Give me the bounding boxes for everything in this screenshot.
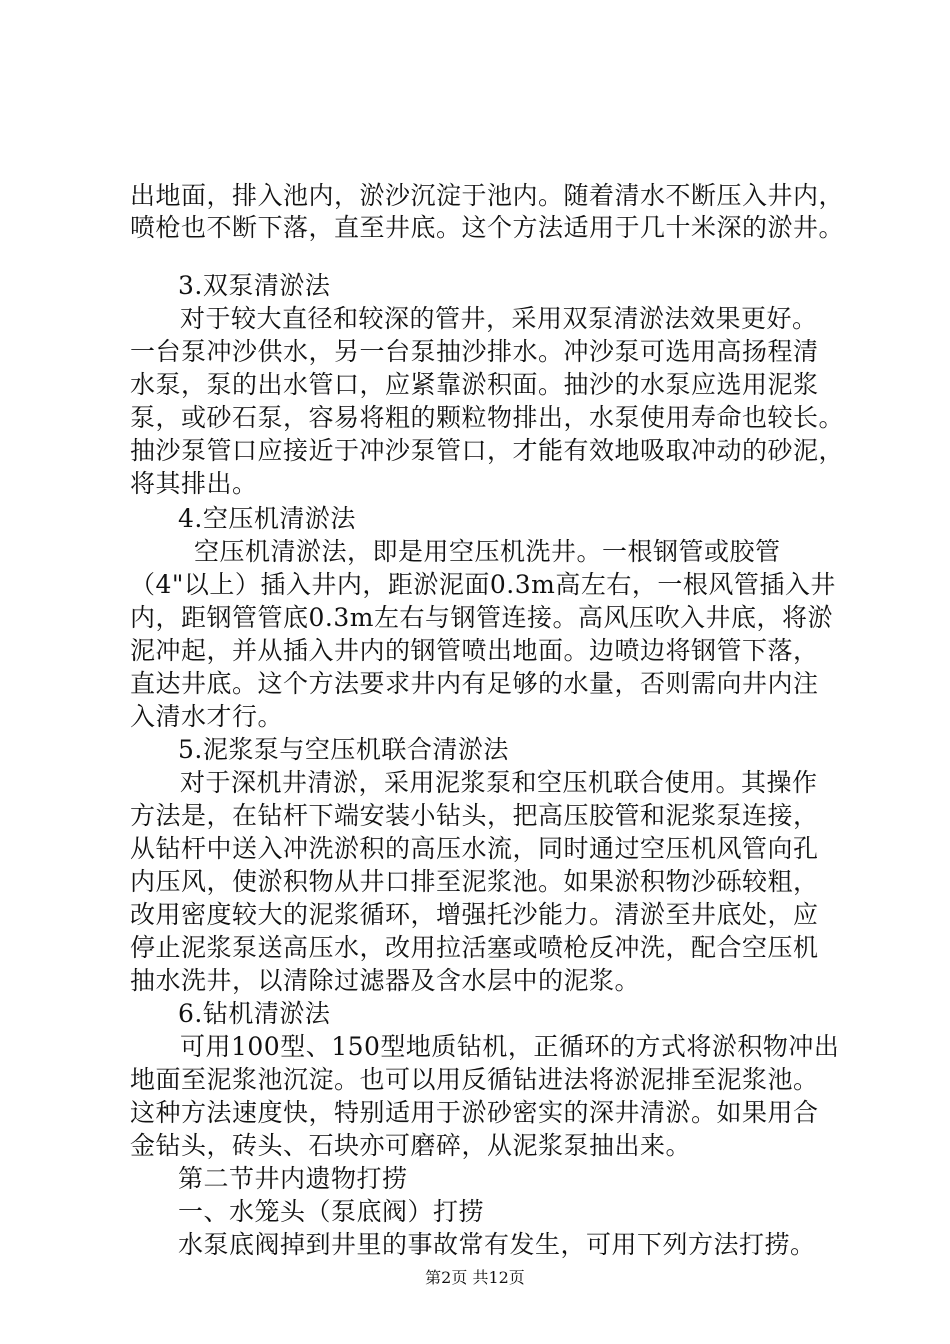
section-heading: 5.泥浆泵与空压机联合清淤法 — [178, 735, 509, 764]
paragraph-line: 水泵，泵的出水管口，应紧靠淤积面。抽沙的水泵应选用泥浆 — [130, 370, 819, 399]
paragraph-line: 抽沙泵管口应接近于冲沙泵管口，才能有效地吸取冲动的砂泥， — [130, 436, 845, 465]
section-heading: 4.空压机清淤法 — [178, 504, 356, 533]
paragraph-line: 对于较大直径和较深的管井，采用双泵清淤法效果更好。 — [180, 304, 818, 333]
paragraph-line: 一台泵冲沙供水，另一台泵抽沙排水。冲沙泵可选用高扬程清 — [130, 337, 819, 366]
paragraph-line: 出地面，排入池内，淤沙沉淀于池内。随着清水不断压入井内， — [130, 181, 845, 210]
section-heading: 3.双泵清淤法 — [178, 271, 331, 300]
paragraph-line: 入清水才行。 — [130, 702, 284, 731]
paragraph-line: 喷枪也不断下落，直至井底。这个方法适用于几十米深的淤井。 — [130, 213, 845, 242]
paragraph-line: 抽水洗井，以清除过滤器及含水层中的泥浆。 — [130, 966, 641, 995]
paragraph-line: 泵，或砂石泵，容易将粗的颗粒物排出，水泵使用寿命也较长。 — [130, 403, 845, 432]
section-heading: 6.钻机清淤法 — [178, 999, 331, 1028]
paragraph-line: （4"以上）插入井内，距淤泥面0.3m高左右，一根风管插入井 — [130, 570, 836, 599]
paragraph-line: 这种方法速度快，特别适用于淤砂密实的深井清淤。如果用合 — [130, 1098, 819, 1127]
paragraph-line: 内压风，使淤积物从井口排至泥浆池。如果淤积物沙砾较粗， — [130, 867, 819, 896]
paragraph-line: 金钻头，砖头、石块亦可磨碎，从泥浆泵抽出来。 — [130, 1131, 692, 1160]
section-heading: 一、水笼头（泵底阀）打捞 — [178, 1197, 485, 1226]
page-number-footer: 第2页 共12页 — [425, 1268, 525, 1287]
paragraph-line: 将其排出。 — [130, 469, 258, 498]
paragraph-line: 停止泥浆泵送高压水，改用拉活塞或喷枪反冲洗，配合空压机 — [130, 933, 819, 962]
chapter-heading: 第二节井内遗物打捞 — [178, 1164, 408, 1193]
paragraph-line: 水泵底阀掉到井里的事故常有发生，可用下列方法打捞。 — [178, 1230, 816, 1259]
paragraph-line: 方法是，在钻杆下端安装小钻头，把高压胶管和泥浆泵连接， — [130, 801, 819, 830]
paragraph-line: 直达井底。这个方法要求井内有足够的水量，否则需向井内注 — [130, 669, 819, 698]
paragraph-line: 可用100型、150型地质钻机，正循环的方式将淤积物冲出 — [180, 1032, 840, 1061]
paragraph-line: 从钻杆中送入冲洗淤积的高压水流，同时通过空压机风管向孔 — [130, 834, 819, 863]
paragraph-line: 空压机清淤法，即是用空压机洗井。一根钢管或胶管 — [194, 537, 781, 566]
paragraph-line: 泥冲起，并从插入井内的钢管喷出地面。边喷边将钢管下落， — [130, 636, 819, 665]
paragraph-line: 改用密度较大的泥浆循环，增强托沙能力。清淤至井底处，应 — [130, 900, 819, 929]
paragraph-line: 地面至泥浆池沉淀。也可以用反循钻进法将淤泥排至泥浆池。 — [130, 1065, 819, 1094]
paragraph-line: 内，距钢管管底0.3m左右与钢管连接。高风压吹入井底，将淤 — [130, 603, 833, 632]
paragraph-line: 对于深机井清淤，采用泥浆泵和空压机联合使用。其操作 — [180, 768, 818, 797]
